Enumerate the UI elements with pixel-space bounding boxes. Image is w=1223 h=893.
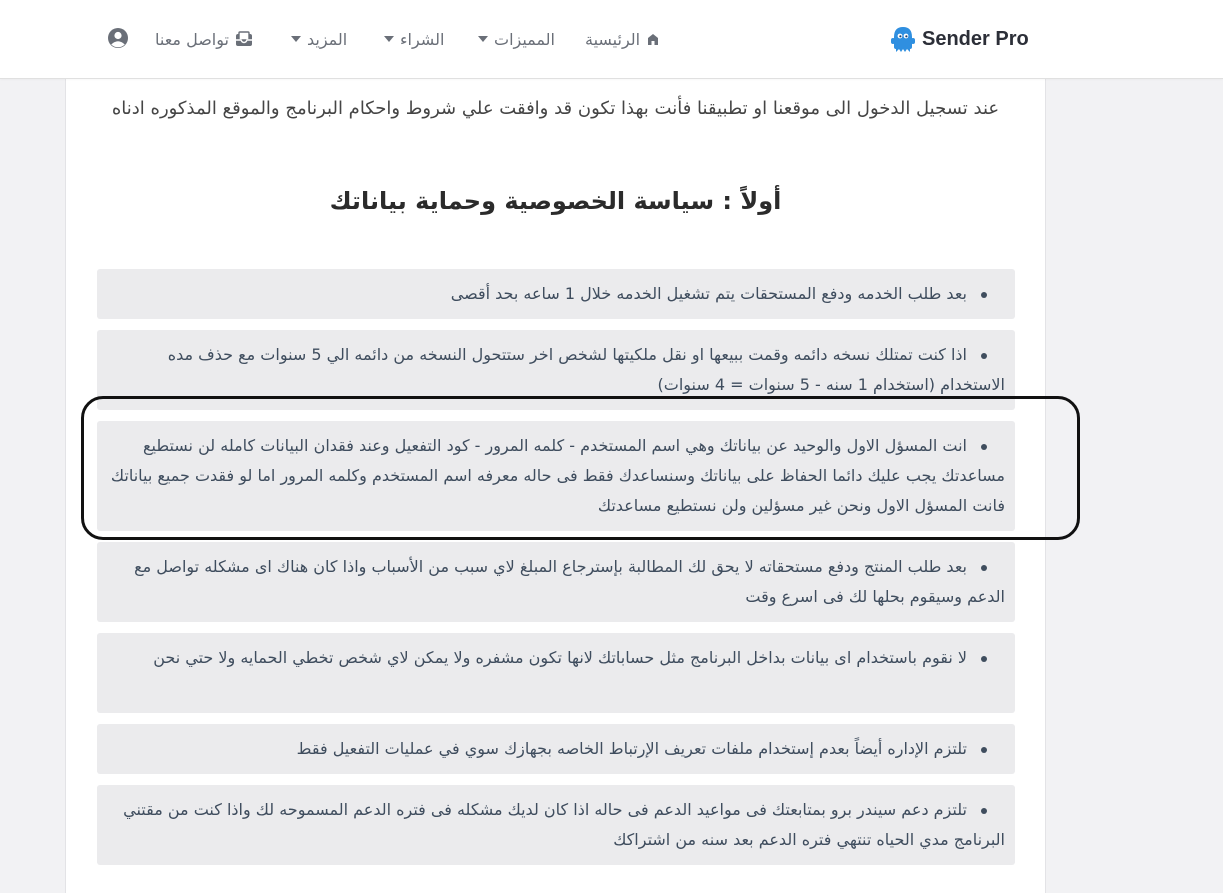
- policy-text: انت المسؤل الاول والوحيد عن بياناتك وهي اسم المستخدم - كلمه المرور - كود التفعيل وعند فقدان البيانات كامله لن نستطيع مساعدتك يجب عليك دائما الحفاظ على بياناتك وسنساعدك فقط فى حاله معرفه اسم المستخدم وكلمه المرور اما لو فقدت جميع بياناتك فانت المسؤل الاول ونحن غير مسؤلين ولن نستطيع مساعدتك: [110, 436, 1005, 515]
- section-title: أولاً : سياسة الخصوصية وحماية بياناتك: [329, 187, 782, 215]
- bullet-icon: [981, 656, 987, 662]
- nav-buy-label: الشراء: [400, 29, 445, 49]
- policy-item: [97, 724, 1015, 774]
- content-card: [65, 0, 1046, 893]
- policy-text: تلتزم دعم سيندر برو بمتابعتك فى مواعيد الدعم فى حاله اذا كان لديك مشكله فى فتره الدعم المسموحه لك واذا كنت من مقتني البرنامج مدي الحياه تنتهي فتره الدعم بعد سنه من اشتراكك: [123, 800, 1005, 849]
- inbox-icon: [235, 31, 253, 47]
- brand-logo[interactable]: [890, 22, 1029, 56]
- policy-list: [97, 269, 1015, 876]
- caret-down-icon: [384, 36, 394, 42]
- nav-buy-dropdown[interactable]: [384, 28, 444, 50]
- nav-contact[interactable]: [155, 28, 253, 50]
- bullet-icon: [981, 808, 987, 814]
- caret-down-icon: [291, 36, 301, 42]
- brand-mascot-icon: [890, 25, 916, 53]
- brand-name: Sender Pro: [922, 27, 1029, 50]
- policy-item: [97, 785, 1015, 865]
- policy-item: [97, 421, 1015, 531]
- nav-more-dropdown[interactable]: [291, 28, 347, 50]
- home-icon: [646, 32, 660, 46]
- bullet-icon: [981, 565, 987, 571]
- nav-features-dropdown[interactable]: [478, 28, 555, 50]
- caret-down-icon: [478, 36, 488, 42]
- policy-item: [97, 269, 1015, 319]
- policy-text: لا نقوم باستخدام اى بيانات بداخل البرنامج مثل حساباتك لانها تكون مشفره ولا يمكن لاي شخص تخطي الحمايه ولا حتي نحن: [153, 648, 967, 667]
- policy-text: اذا كنت تمتلك نسخه دائمه وقمت ببيعها او نقل ملكيتها لشخص اخر ستتحول النسخه من دائمه الي 5 سنوات مع حذف مده الاستخدام (استخدام 1 سنه - 5 سنوات = 4 سنوات): [167, 345, 1005, 394]
- user-circle-icon[interactable]: [107, 27, 129, 49]
- policy-item: [97, 633, 1015, 713]
- bullet-icon: [981, 747, 987, 753]
- nav-home[interactable]: [585, 28, 660, 50]
- policy-item: [97, 542, 1015, 622]
- policy-text: بعد طلب الخدمه ودفع المستحقات يتم تشغيل الخدمه خلال 1 ساعه بحد أقصى: [450, 284, 967, 303]
- nav-features-label: المميزات: [494, 29, 555, 49]
- nav-more-label: المزيد: [307, 29, 348, 49]
- intro-text: عند تسجيل الدخول الى موقعنا او تطبيقنا فأنت بهذا تكون قد وافقت علي شروط واحكام البرنامج والموقع المذكوره ادناه: [111, 98, 1000, 119]
- policy-item: [97, 330, 1015, 410]
- policy-text: بعد طلب المنتج ودفع مستحقاته لا يحق لك المطالبة بإسترجاع المبلغ لاي سبب من الأسباب واذا كان هناك اى مشكله تواصل مع الدعم وسيقوم بحلها لك فى اسرع وقت: [134, 557, 1005, 606]
- bullet-icon: [981, 444, 987, 450]
- bullet-icon: [981, 292, 987, 298]
- nav-contact-label: تواصل معنا: [155, 29, 229, 49]
- bullet-icon: [981, 353, 987, 359]
- top-navbar: [0, 0, 1223, 79]
- nav-home-label: الرئيسية: [585, 29, 641, 49]
- policy-text: تلتزم الإداره أيضاً بعدم إستخدام ملفات تعريف الإرتباط الخاصه بجهازك سوي في عمليات التفعيل فقط: [296, 739, 967, 758]
